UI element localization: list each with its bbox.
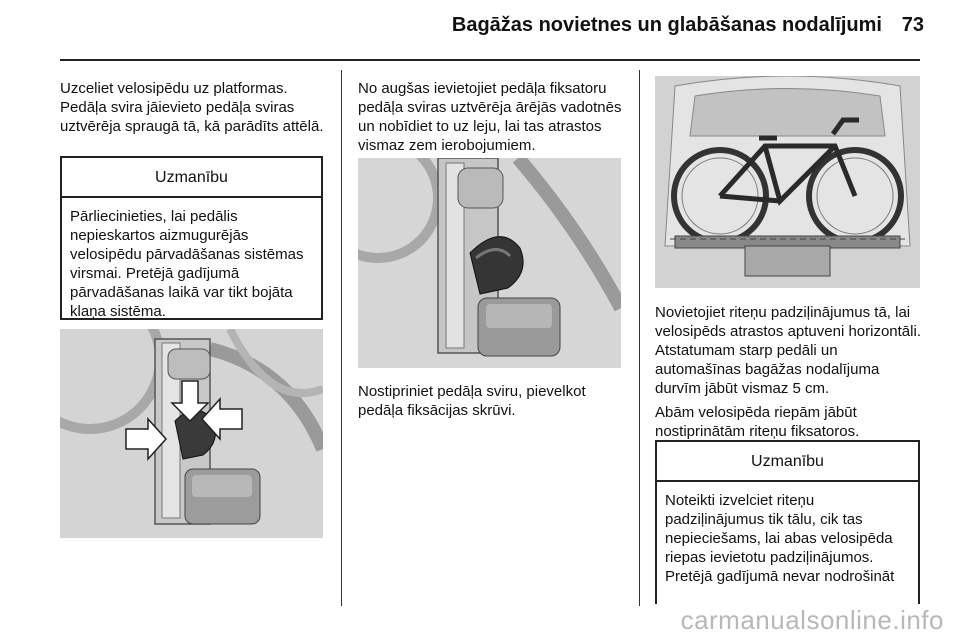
caution-title: Uzmanību bbox=[657, 442, 918, 482]
caution-title: Uzmanību bbox=[62, 158, 321, 198]
pedal-lock-figure bbox=[358, 158, 621, 368]
col3-para2: Abām velosipēda riepām jābūt nostiprinātām riteņu fiksatoros. bbox=[655, 404, 860, 440]
col1-intro-text: Uzceliet velosipēdu uz platformas. Pedāļa svira jāievieto pedāļa sviras uztvērēja spraugā tā, kā parādīts attēlā. bbox=[60, 80, 324, 135]
col3-para1: Novietojiet riteņu padziļinājumus tā, lai velosipēds atrastos aptuveni horizontāli. Atstatumam starp pedāli un automašīnas bagāžas nodalījuma durvīm jābūt vismaz 5 cm. bbox=[655, 304, 921, 397]
caution-text: Pārliecinieties, lai pedālis nepieskartos aizmugurējās velosipēdu pārvadāšanas sistēmas virsmai. Pretējā gadījumā pārvadāšanas laikā var tikt bojāta klaņa sistēma. bbox=[70, 208, 304, 320]
watermark-text: carmanualsonline.info bbox=[680, 605, 944, 635]
caution-box-2 bbox=[655, 440, 920, 604]
column-2 bbox=[358, 79, 628, 155]
page-number: 73 bbox=[901, 14, 924, 36]
caution-box-1 bbox=[60, 156, 323, 320]
column-3 bbox=[655, 303, 925, 441]
column-2-lower bbox=[358, 382, 628, 420]
col2-intro-text: No augšas ievietojiet pedāļa fiksatoru pedāļa sviras uztvērēja ārējās vadotnēs un nobīdiet to uz leju, lai tas atrastos vismaz zem ierobojumiem. bbox=[358, 80, 622, 154]
header-divider bbox=[60, 59, 920, 61]
column-divider-left bbox=[341, 70, 342, 606]
column-divider-right bbox=[639, 70, 640, 606]
bike-carrier-figure bbox=[655, 76, 920, 288]
page-title: Bagāžas novietnes un glabāšanas nodalījumi bbox=[451, 14, 882, 36]
pedal-holder-figure-arrows bbox=[60, 329, 323, 538]
col2-after-figure-text: Nostipriniet pedāļa sviru, pievelkot pedāļa fiksācijas skrūvi. bbox=[358, 383, 586, 419]
column-1 bbox=[60, 79, 328, 136]
caution-text: Noteikti izvelciet riteņu padziļinājumus tik tālu, cik tas nepieciešams, lai abas velosipēda riepas ievietotu padziļinājumos. Pretējā gadījumā nevar nodrošināt bbox=[665, 492, 895, 585]
